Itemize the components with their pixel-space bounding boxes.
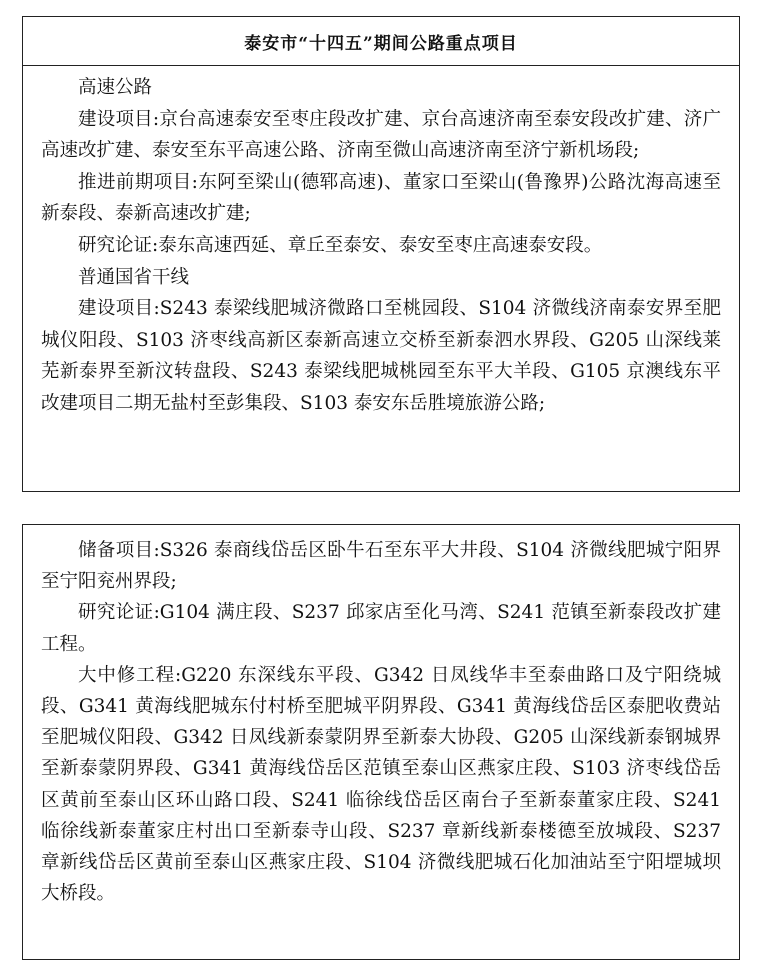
expressway-construction-projects: 建设项目:京台高速泰安至枣庄段改扩建、京台高速济南至泰安段改扩建、济广高速改扩建、泰安至东平高速公路、济南至微山高速济南至济宁新机场段;	[41, 108, 721, 162]
trunk-research-projects: 研究论证:G104 满庄段、S237 邱家店至化马湾、S241 范镇至新泰段改扩建工程。	[41, 602, 721, 655]
major-repair-projects: 大中修工程:G220 东深线东平段、G342 日凤线华丰至泰曲路口及宁阳绕城段、G341 黄海线肥城东付村桥至肥城平阴界段、G341 黄海线岱岳区泰肥收费站至肥城仪阳段、G342 日凤线新泰蒙阴界至新泰大协段、G205 山深线新泰钢城界至新泰蒙阴界段、G341 黄海线岱岳区范镇至泰山区燕家庄段、S103 济枣线岱岳区黄前至泰山区环山路口段、S241 临徐线岱岳区南台子至新泰董家庄段、S241 临徐线新泰董家庄村出口至新泰寺山段、S237 章新线新泰楼德至放城段、S237 章新线岱岳区黄前至泰山区燕家庄段、S104 济微线肥城石化加油站至宁阳堽城坝大桥段。	[41, 664, 721, 905]
expressway-heading: 高速公路	[78, 77, 153, 98]
reserve-projects: 储备项目:S326 泰商线岱岳区卧牛石至东平大井段、S104 济微线肥城宁阳界至宁阳兖州界段;	[41, 540, 721, 593]
expressway-preliminary-projects: 推进前期项目:东阿至梁山(德郓高速)、董家口至梁山(鲁豫界)公路沈海高速至新泰段、泰新高速改扩建;	[41, 171, 721, 225]
highway-projects-continued-table	[22, 524, 740, 960]
expressway-research-projects: 研究论证:泰东高速西延、章丘至泰安、泰安至枣庄高速泰安段。	[78, 234, 603, 256]
highway-projects-table	[22, 16, 740, 492]
table-content-continued	[23, 525, 739, 909]
table-title: 泰安市“十四五”期间公路重点项目	[23, 17, 739, 66]
trunk-road-construction-projects: 建设项目:S243 泰梁线肥城济微路口至桃园段、S104 济微线济南泰安界至肥城仪阳段、S103 济枣线高新区泰新高速立交桥至新泰泗水界段、G205 山深线莱芜新泰界至新汶转盘段、S243 泰梁线肥城桃园至东平大羊段、G105 京澳线东平改建项目二期无盐村至彭集段、S103 泰安东岳胜境旅游公路;	[41, 298, 721, 414]
trunk-road-heading: 普通国省干线	[78, 266, 190, 288]
table-content	[23, 66, 739, 420]
